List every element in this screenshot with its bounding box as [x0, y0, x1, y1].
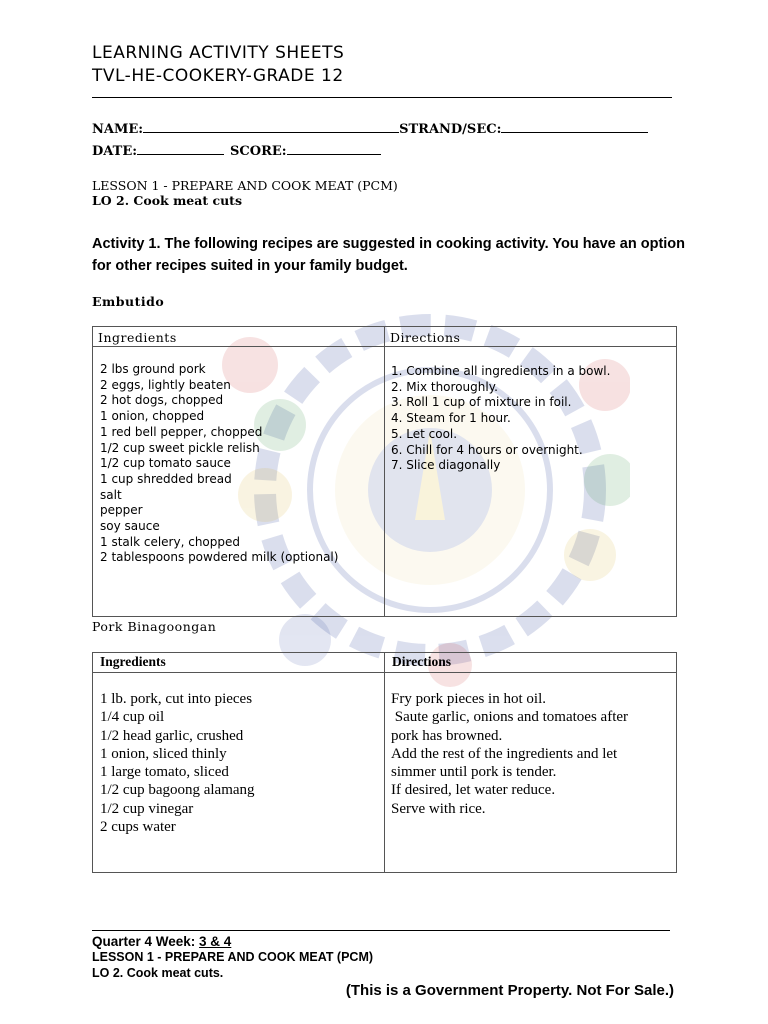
list-item: 1 onion, sliced thinly [100, 745, 227, 762]
list-item: 1 lb. pork, cut into pieces [100, 691, 253, 707]
footer-lo: LO 2. Cook meat cuts. [92, 966, 224, 980]
list-item: Serve with rice. [391, 800, 486, 817]
ingredients-header: Ingredients [93, 327, 385, 347]
list-item: 1 red bell pepper, chopped [100, 424, 263, 439]
list-item: 1 large tomato, sliced [100, 764, 229, 781]
list-item: 6. Chill for 4 hours or overnight. [391, 442, 583, 457]
list-item: 1/2 cup bagoong alamang [100, 782, 255, 799]
list-item: 1/4 cup oil [100, 709, 165, 726]
recipe-title-pork-binagoongan: Pork Binagoongan [92, 619, 217, 634]
list-item: 2 tablespoons powdered milk (optional) [100, 550, 339, 565]
list-item: 1. Combine all ingredients in a bowl. [391, 364, 611, 378]
list-item: 4. Steam for 1 hour. [391, 411, 511, 426]
list-item: soy sauce [100, 519, 160, 534]
list-item: 5. Let cool. [391, 426, 458, 441]
recipe-table-pork-binagoongan [92, 652, 677, 873]
list-item: Saute garlic, onions and tomatoes after [391, 709, 629, 726]
list-item: salt [100, 487, 122, 502]
ingredients-list [100, 690, 384, 836]
header-title: LEARNING ACTIVITY SHEETS [92, 43, 345, 63]
ingredients-cell [93, 347, 385, 617]
list-item: 2 eggs, lightly beaten [100, 377, 231, 392]
header-divider [92, 97, 672, 98]
list-item: simmer until pork is tender. [391, 764, 557, 781]
government-property-notice: (This is a Government Property. Not For Sale.) [345, 982, 674, 999]
header-subtitle: TVL-HE-COOKERY-GRADE 12 [92, 66, 344, 86]
strand-label: STRAND/SEC: [399, 122, 502, 137]
name-label: NAME: [92, 122, 144, 137]
list-item: 1 onion, chopped [100, 409, 205, 424]
list-item: 1/2 cup sweet pickle relish [100, 440, 260, 455]
quarter-weeks: 3 & 4 [199, 934, 232, 949]
list-item: 1/2 cup tomato sauce [100, 456, 231, 471]
list-item: 1/2 cup vinegar [100, 800, 194, 817]
activity-instructions: Activity 1. The following recipes are suggested in cooking activity. You have an option for other recipes suited in your family budget. [92, 236, 686, 274]
strand-field[interactable] [501, 121, 648, 133]
list-item: Fry pork pieces in hot oil. [391, 691, 546, 707]
date-label: DATE: [92, 144, 138, 159]
list-item: 1 cup shredded bread [100, 471, 232, 486]
name-strand-row [92, 121, 648, 137]
directions-header: Directions [385, 327, 677, 347]
recipe-title-embutido: Embutido [92, 294, 165, 309]
list-item: 2 cups water [100, 819, 176, 836]
ingredients-list [100, 362, 384, 566]
list-item: pork has browned. [391, 727, 503, 744]
directions-cell [385, 347, 677, 617]
footer-divider [92, 930, 670, 931]
recipe-table-embutido [92, 326, 677, 617]
score-label: SCORE: [230, 144, 287, 159]
list-item: 2 hot dogs, chopped [100, 393, 224, 408]
directions-header: Directions [385, 653, 677, 673]
list-item: 3. Roll 1 cup of mixture in foil. [391, 395, 572, 410]
list-item: 1/2 head garlic, crushed [100, 727, 244, 744]
list-item: 1 stalk celery, chopped [100, 534, 240, 549]
date-field[interactable] [137, 143, 224, 155]
directions-list [391, 690, 676, 818]
footer-lesson: LESSON 1 - PREPARE AND COOK MEAT (PCM) [92, 950, 374, 964]
learning-objective: LO 2. Cook meat cuts [92, 193, 242, 208]
list-item: 2 lbs ground pork [100, 362, 206, 376]
ingredients-header: Ingredients [93, 653, 385, 673]
list-item: 2. Mix thoroughly. [391, 379, 498, 394]
list-item: 7. Slice diagonally [391, 458, 501, 473]
list-item: If desired, let water reduce. [391, 782, 556, 799]
directions-cell [385, 673, 677, 873]
quarter-label: Quarter 4 Week: [92, 934, 200, 949]
footer-quarter [92, 934, 231, 949]
directions-list [391, 364, 676, 474]
list-item: Add the rest of the ingredients and let [391, 745, 618, 762]
ingredients-cell [93, 673, 385, 873]
name-field[interactable] [143, 121, 399, 133]
list-item: pepper [100, 503, 143, 518]
lesson-title: LESSON 1 - PREPARE AND COOK MEAT (PCM) [92, 178, 398, 193]
date-score-row [92, 143, 381, 159]
score-field[interactable] [287, 143, 381, 155]
